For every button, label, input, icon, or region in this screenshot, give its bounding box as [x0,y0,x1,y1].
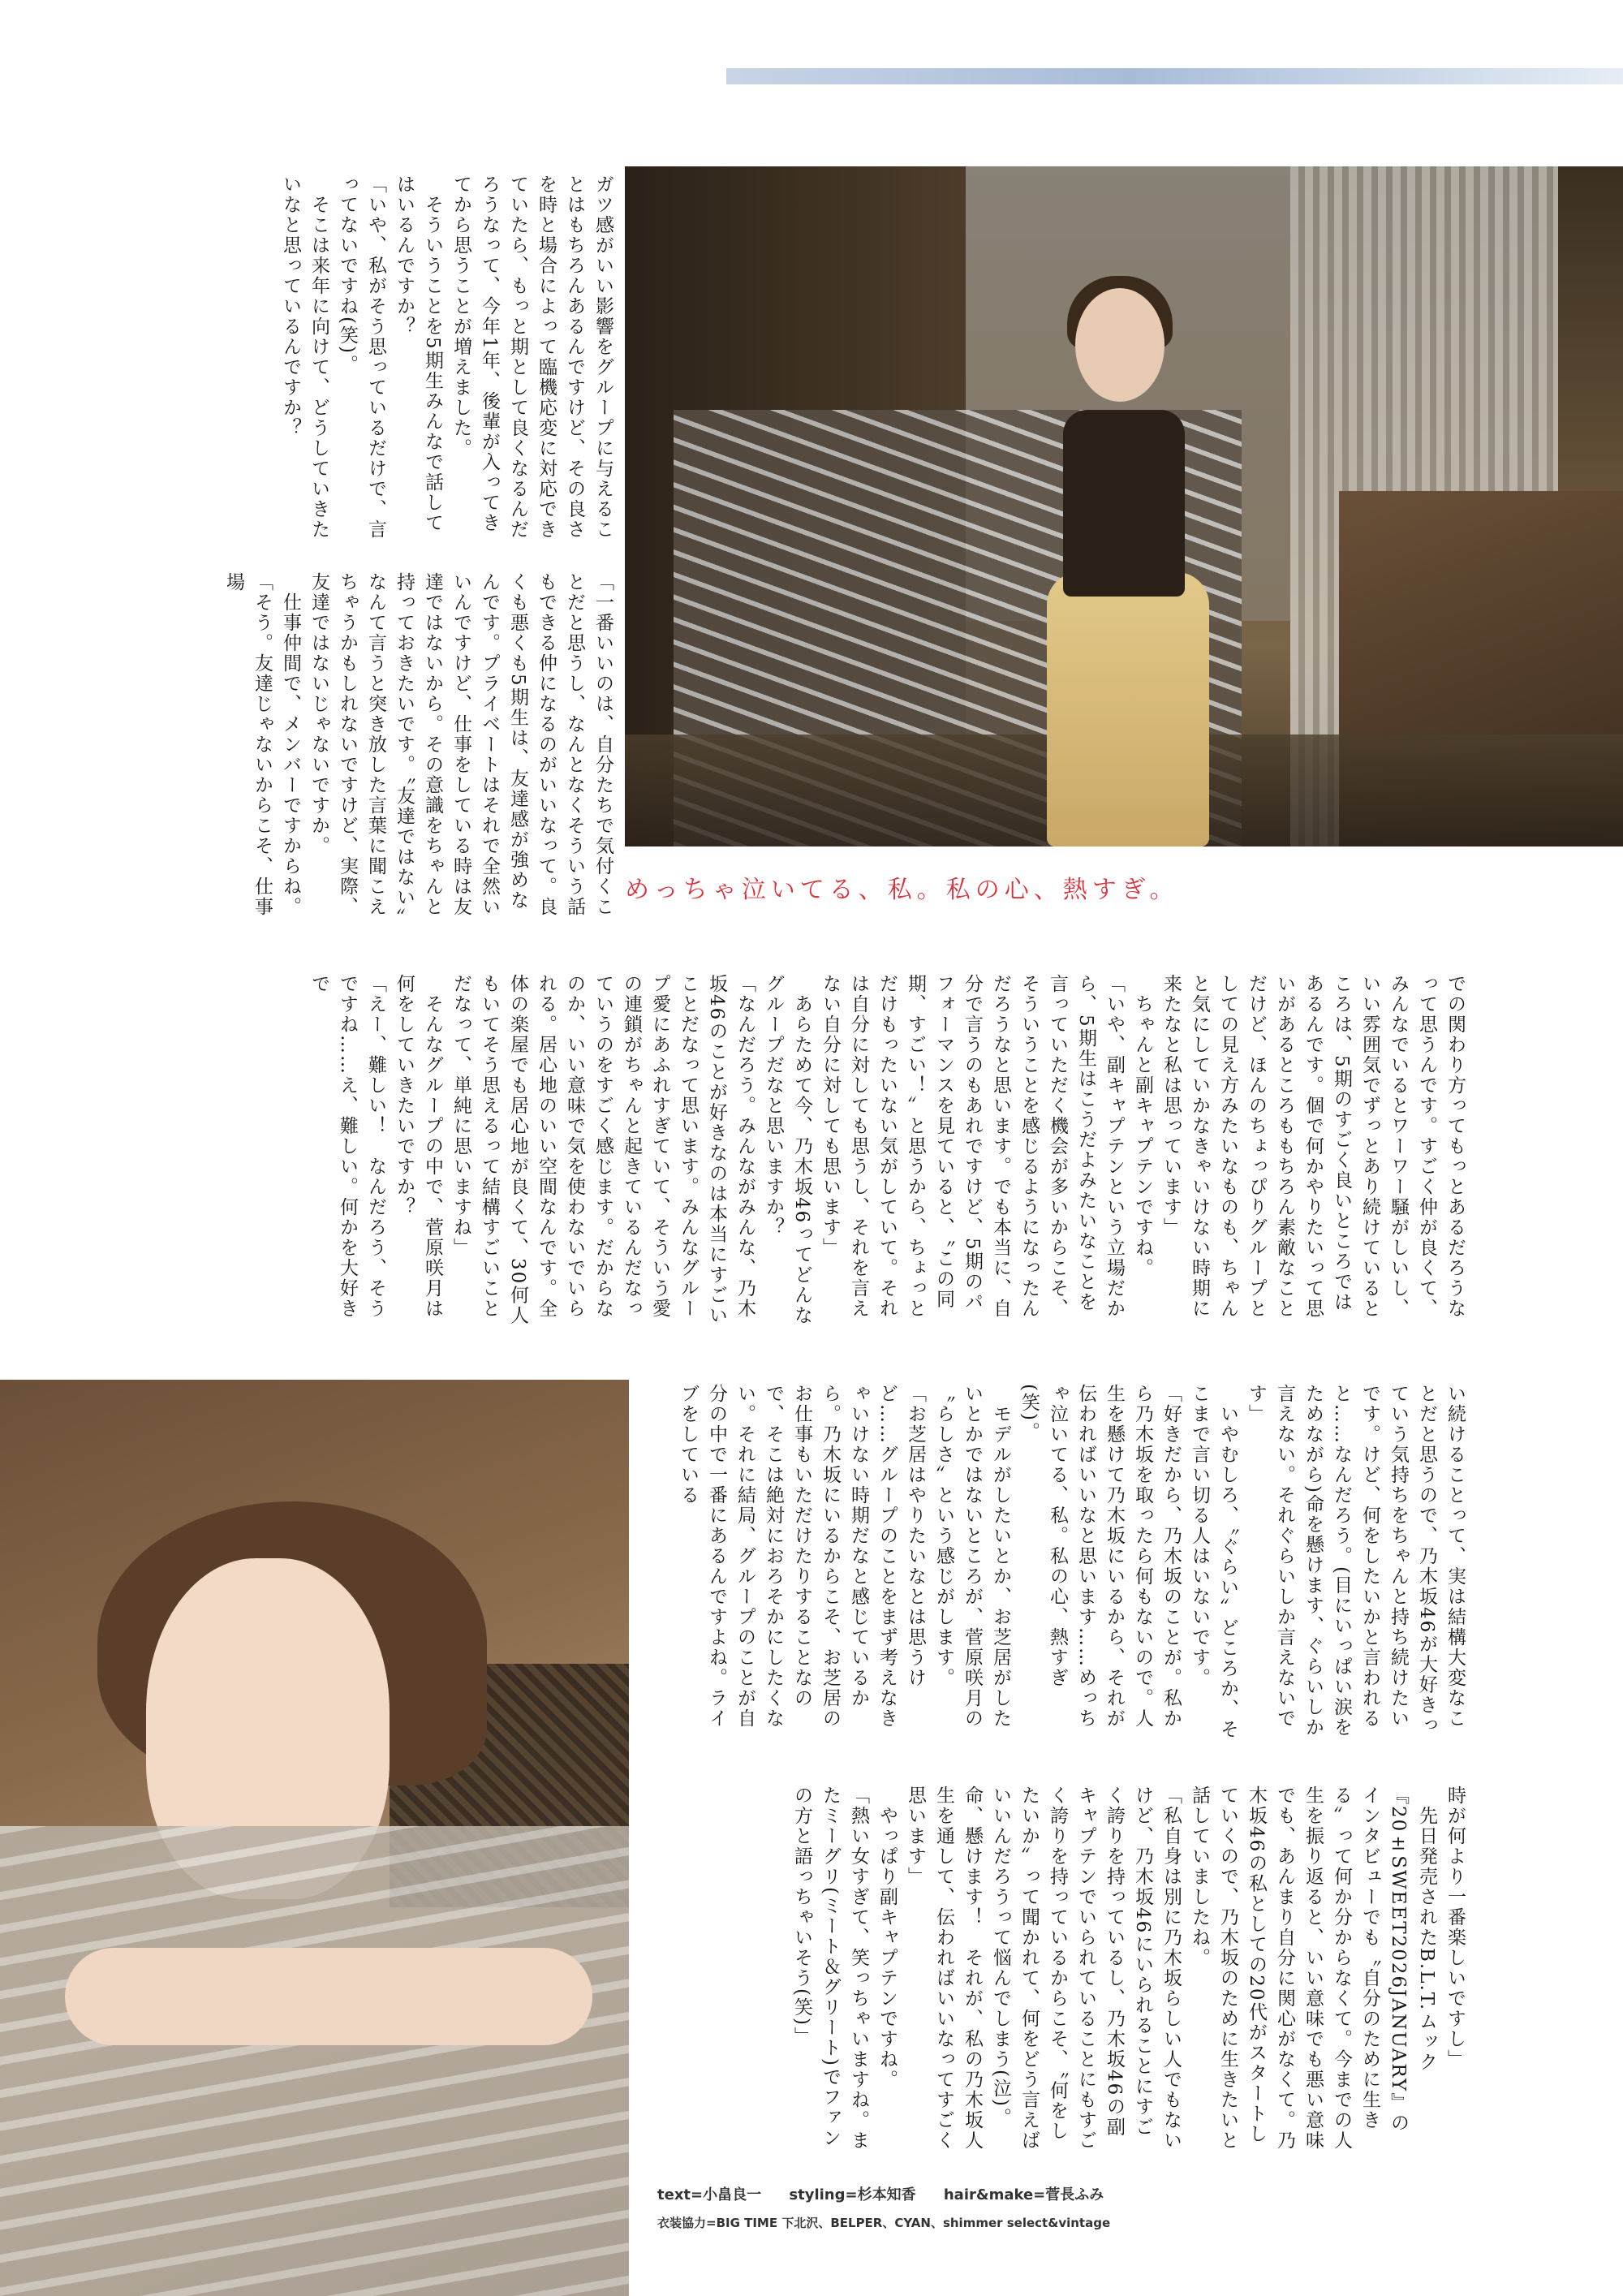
photo-chair [0,1826,629,2296]
credit-hair: hair&make=菅長ふみ [943,2186,1104,2203]
photo-arms [65,1948,592,2045]
credit-text: text=小畠良一 [657,2186,762,2203]
top-accent-bar [726,68,1623,84]
photo-skirt [1047,572,1209,846]
photo-portrait-standing [625,166,1623,846]
photo-portrait-resting [0,1380,629,2296]
interview-text-block-3: での関わり方ってもっとあるだろうなって思うんです。すごく仲が良くて、みんなでいるとワーワー騒がしいし、いい雰囲気でずっとあり続けているところは、5期のすごく良いところではあるんです。個で何かやりたいって思いがあるところももちろん素敵なことだけど、ほんのちょっぴりグループとしての見え方みたいなものも、ちゃんと気にしていかなきゃいけない時期に来たなと私は思っています」 ちゃんと副キャプテンですね。 「いや、副キャプテンという立場だから、5期生はこうだよみたいなことを言っていただく機会が多いからこそ、そういうことを感じるようになったんだろうなと思います。でも本当に、自分で言うのもあれですけど、5期のパフォーマンスを見ていると、〝この同期、すごい！〟と思うから、ちょっとだけもったいない気がしていて。それは自分に対しても思うし、それを言えない自分に対しても思います」 あらためて今、乃木坂46ってどんなグループだなと思いますか？ 「なんだろう。みんながみんな、乃木坂46のことが好きなのは本当にすごいことだなって思います。みんなグループ愛にあふれすぎていて、そういう愛の連鎖がちゃんと起きているんだなっていうのをすごく感じます。だからなのか、いい意味で気を使わないでいられる。居心地のいい空間なんです。全体の楽屋でも居心地が良くて、30何人もいてそう思えるって結構すごいことだなって、単純に思いますね」 そんなグループの中で、菅原咲月は何をしていきたいですか？ 「えー、難しい！ なんだろう、そうですね……え、難しい。何かを大好きで [308,974,1466,1326]
interview-text-block-1: ガツ感がいい影響をグループに与えることはもちろんあるんですけど、その良さを時と場合によって臨機応変に対応できていたら、もっと期として良くなるんだろうなって、今年1年、後輩が入ってきてから思うことが増えました。 そういうことを5期生みんなで話してはいるんですか？ 「いや、私がそう思っているだけで、言ってないですね(笑)。 そこは来年に向けて、どうしていきたいなと思っているんですか？ [280,174,613,540]
interview-text-block-4: い続けることって、実は結構大変なことだと思うので、乃木坂46が大好きっていう気持ちをちゃんと持ち続けたいです。けど、何をしたいかと言われると……なんだろう。(目にいっぱい涙をためながら)命を懸けます、ぐらいしか言えない。それぐらいしか言えないです」 いやむしろ、〝ぐらい〟どころか、そこまで言い切る人はいないです。 「好きだから、乃木坂のことが。私から乃木坂を取ったら何もないので。人生を懸けて乃木坂にいるから、それが伝わればいいなと思います……めっちゃ泣いてる、私。私の心、熱すぎ(笑)。 モデルがしたいとか、お芝居がしたいとかではないところが、菅原咲月の〝らしさ〟という感じがします。 「お芝居はやりたいなとは思うけど……グループのことをまず考えなきゃいけない時期だなと感じているから。乃木坂にいるからこそ、お芝居のお仕事もいただけたりすることなので、そこは絶対におろそかにしたくない。それに結局、グループのことが自分の中で一番にあるんですよね。ライブをしている [678,1384,1466,1740]
credit-styling: styling=杉本知香 [789,2186,916,2203]
credit-costume: 衣装協力=BIG TIME 下北沢、BELPER、CYAN、shimmer select&vintage [657,2216,1111,2230]
interview-text-block-2b: 「一番いいのは、自分たちで気付くことだと思うし、なんとなくそういう話もできる仲になるのがいいなって。良くも悪くも5期生は、友達感が強めなんです。プライベートはそれで全然いいんですけど、仕事をしている時は友達ではないから。その意識をちゃんと持っておきたいです。〝友達ではない〟なんて言うと突き放した言葉に聞こえちゃうかもしれないですけど、実際、友達ではないじゃないですか。 仕事仲間で、メンバーですからね。 「そう。友達じゃないからこそ、仕事場 [223,572,613,928]
interview-text-block-5: 時が何より一番楽しいですし」 先日発売されたB.L.T.ムック『20±SWEET2026JANUARY』のインタビューでも〝自分のために生きる〟って何か分からなくて。今までの人生を振り返ると、いい意味でも悪い意味でも、あんまり自分に関心がなくて。乃木坂46の私としての20代がスタートしていくので、乃木坂のために生きたいと話していましたね。 「私自身は別に乃木坂らしい人でもないけど、乃木坂46にいられることにすごく誇りを持っているし、乃木坂46の副キャプテンでいられていることにもすごく誇りを持っているからこそ、〝何をしたいか〟って聞かれて、何をどう言えばいいんだろうって悩んでしまう(泣)。命、懸けます！ それが、私の乃木坂人生を通して、伝わればいいなってすごく思います」 やっぱり副キャプテンですね。 「熱い女すぎて、笑っちゃいますね。またミーグリ(ミート＆グリート)でファンの方と語っちゃいそう(笑)」 [791,1786,1466,2151]
pull-quote: めっちゃ泣いてる、私。私の心、熱すぎ。 [625,876,1179,904]
credits [657,2182,1550,2237]
photo-top [1063,410,1185,597]
photo-face [1075,288,1165,402]
